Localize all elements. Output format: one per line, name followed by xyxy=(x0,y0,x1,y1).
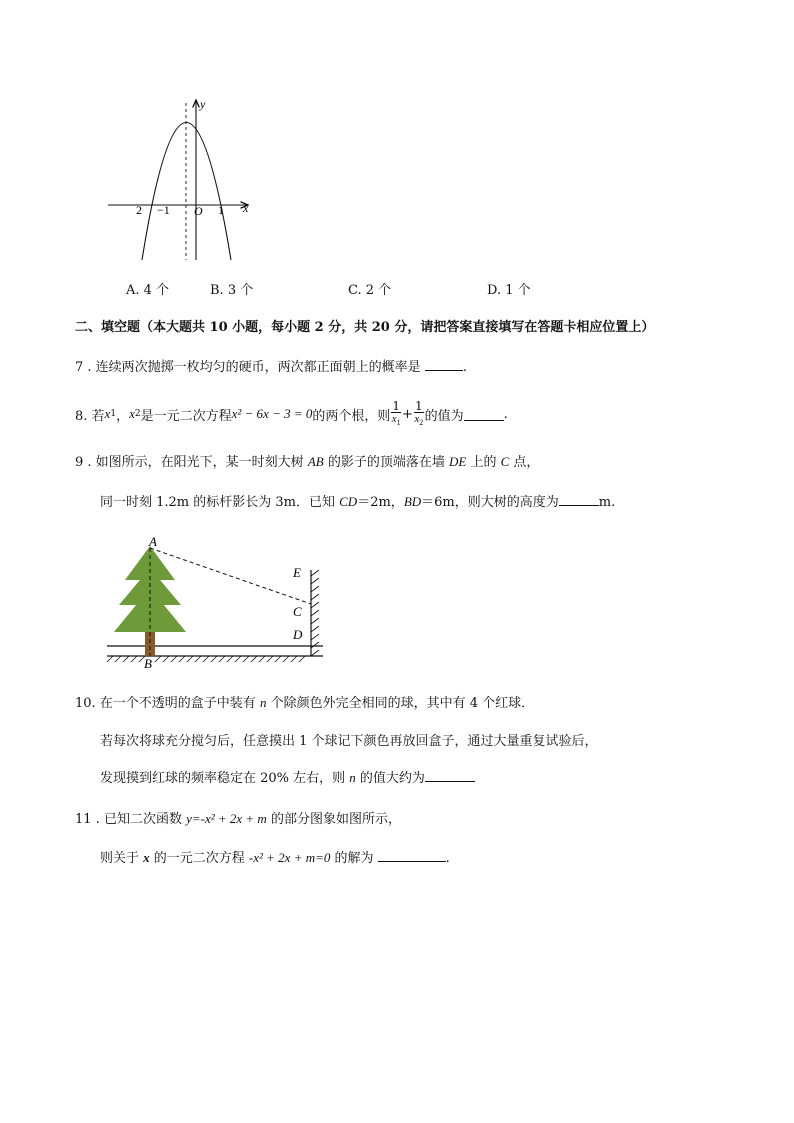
question-11-line-1 xyxy=(75,808,401,827)
tree-shadow-figure xyxy=(105,530,335,670)
x-axis-label: x xyxy=(243,201,249,215)
q8-frac2-den-sub: 2 xyxy=(419,418,424,428)
q8-frac2-num: 1 xyxy=(414,399,423,414)
sun-ray-line xyxy=(150,548,311,604)
q9-c: C xyxy=(500,454,510,469)
question-10-line-3 xyxy=(100,767,475,786)
q11-line2-a: 则关于 xyxy=(100,851,144,866)
label-e: E xyxy=(293,565,301,580)
origin-label: O xyxy=(194,204,203,218)
q8-post: 的值为 xyxy=(424,408,464,424)
q7-answer-blank xyxy=(425,369,463,371)
q10-n-2: n xyxy=(349,770,356,785)
q8-x1: x xyxy=(104,406,111,421)
q11-line2-c: 的解为 xyxy=(330,851,378,866)
parabola-curve xyxy=(142,123,231,261)
q10-line3-b: 的值大约为 xyxy=(355,771,425,786)
q11-line1-a: 11 . 已知二次函数 xyxy=(75,812,187,827)
q9-line2-c: ＝6m，则大树的高度为 xyxy=(421,495,559,510)
q8-end: . xyxy=(503,406,508,422)
label-b: B xyxy=(144,656,152,670)
q9-cd: CD xyxy=(339,494,358,509)
option-a: A. 4 个 xyxy=(126,283,170,298)
q9-line2-b: ＝2m， xyxy=(357,495,404,510)
question-9-line-1 xyxy=(75,451,539,470)
parabola-graph xyxy=(105,95,260,265)
q8-frac2-den: x xyxy=(414,413,420,426)
q11-line2-b: 的一元二次方程 xyxy=(149,851,249,866)
q11-line1-b: 的部分图象如图所示， xyxy=(266,812,401,827)
q9-line2-end: m. xyxy=(598,495,616,510)
wall-hatching xyxy=(311,570,319,656)
q9-answer-blank xyxy=(559,504,599,506)
q9-line1-a: 9 . 如图所示，在阳光下，某一时刻大树 xyxy=(75,455,308,470)
q8-plus: + xyxy=(402,406,413,422)
q8-frac1-den: x xyxy=(391,413,397,426)
label-d: D xyxy=(293,627,303,642)
q7-end: . xyxy=(462,360,467,375)
tick-label-1: 1 xyxy=(218,203,224,217)
q8-fraction-2 xyxy=(414,400,424,427)
question-10-line-1 xyxy=(75,692,534,711)
q9-line1-b: 的影子的顶端落在墙 xyxy=(323,455,449,470)
q8-mid2: 的两个根，则 xyxy=(312,408,391,424)
q8-x2: x xyxy=(129,406,135,421)
q8-x1-sub: 1 xyxy=(110,409,117,419)
label-a: A xyxy=(149,534,157,549)
q11-function: y=-x² + 2x + m xyxy=(186,811,267,826)
q11-answer-blank xyxy=(378,860,446,862)
q10-line1-b: 个除颜色外完全相同的球，其中有 4 个红球． xyxy=(266,696,535,711)
label-c: C xyxy=(293,604,302,619)
q11-end: . xyxy=(445,851,450,866)
tick-label-neg1: −1 xyxy=(157,203,170,217)
q8-x2-sub: 2 xyxy=(134,409,141,419)
q9-de: DE xyxy=(448,454,467,469)
q10-line3-a: 发现摸到红球的频率稳定在 20% 左右，则 xyxy=(100,771,350,786)
q8-frac1-num: 1 xyxy=(392,399,401,414)
q10-n: n xyxy=(259,695,267,710)
section-heading: 二、填空题（本大题共 10 小题，每小题 2 分，共 20 分，请把答案直接填写在答题卡相应位置上） xyxy=(75,320,655,335)
q9-line1-d: 点， xyxy=(509,455,540,470)
question-9-line-2 xyxy=(100,491,615,510)
q8-fraction-1 xyxy=(391,400,401,427)
q9-line2-a: 同一时刻 1.2m 的标杆影长为 3m．已知 xyxy=(100,495,340,510)
q7-text: 7 . 连续两次抛掷一枚均匀的硬币，两次都正面朝上的概率是 xyxy=(75,360,425,375)
tick-label-2: 2 xyxy=(136,203,142,217)
question-8 xyxy=(75,394,508,434)
option-b: B. 3 个 xyxy=(210,283,254,298)
question-7 xyxy=(75,356,467,375)
q9-ab: AB xyxy=(307,454,324,469)
q9-bd: BD xyxy=(403,494,422,509)
q10-line1-a: 10. 在一个不透明的盒子中装有 xyxy=(75,696,260,711)
q8-comma: ， xyxy=(116,408,130,424)
q8-frac1-den-sub: 1 xyxy=(396,418,401,428)
q8-answer-blank xyxy=(464,419,504,421)
q8-equation: x² − 6x − 3 = 0 xyxy=(231,406,313,421)
question-10-line-2: 若每次将球充分搅匀后，任意摸出 1 个球记下颜色再放回盒子，通过大量重复试验后， xyxy=(100,734,598,749)
q8-mid: 是一元二次方程 xyxy=(140,408,232,424)
q10-answer-blank xyxy=(425,780,475,782)
q11-x: x xyxy=(143,850,150,865)
option-d: D. 1 个 xyxy=(487,283,531,298)
q11-equation: -x² + 2x + m=0 xyxy=(248,850,331,865)
q8-pre: 8. 若 xyxy=(75,408,105,424)
q9-line1-c: 上的 xyxy=(466,455,501,470)
ground-hatching xyxy=(107,656,305,662)
y-axis-label: y xyxy=(200,97,206,111)
option-c: C. 2 个 xyxy=(348,283,392,298)
question-11-line-2 xyxy=(100,847,450,866)
